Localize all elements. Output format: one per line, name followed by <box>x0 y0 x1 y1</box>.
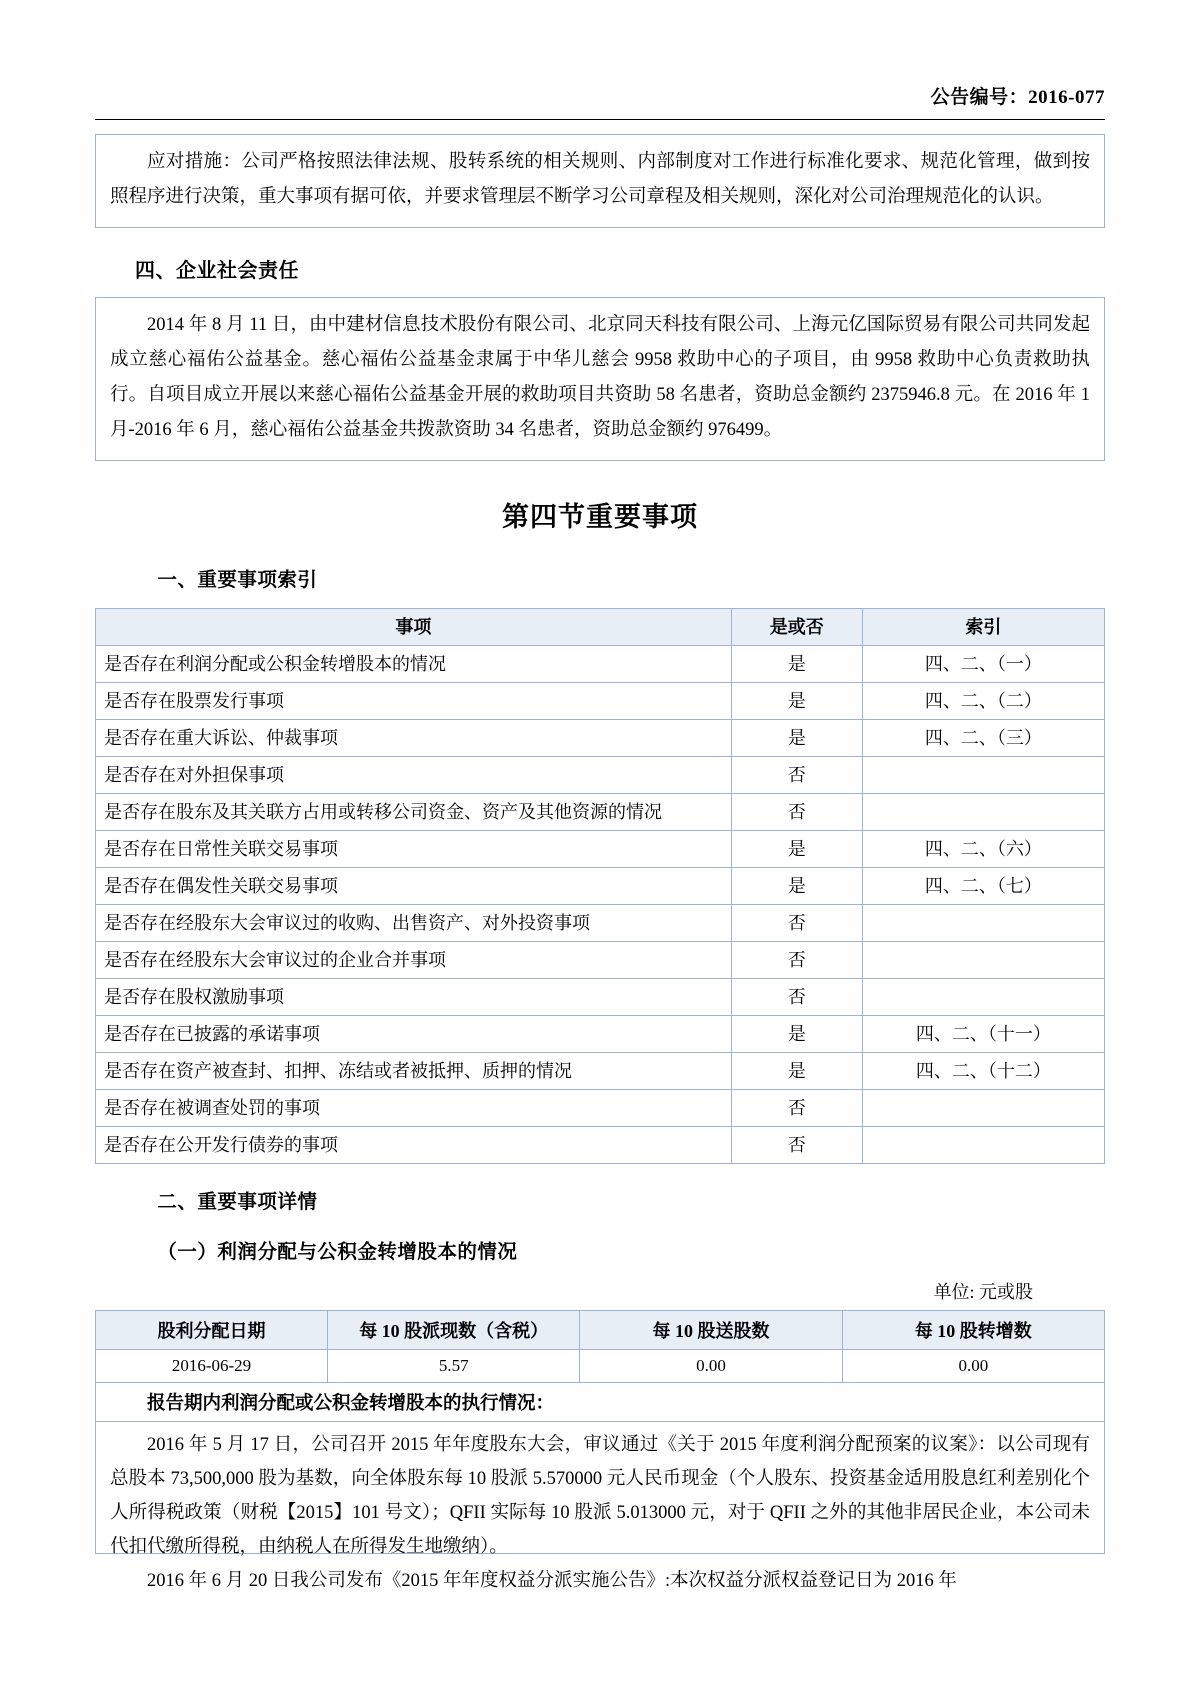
cell-yesno: 否 <box>731 1090 862 1127</box>
cell-distribution-date: 2016-06-29 <box>96 1350 328 1383</box>
cell-index: 四、二、（二） <box>862 683 1104 720</box>
cell-yesno: 否 <box>731 942 862 979</box>
announcement-number: 公告编号：2016-077 <box>930 87 1105 108</box>
measures-box <box>95 134 1105 228</box>
cell-index <box>862 1127 1104 1164</box>
cell-index <box>862 757 1104 794</box>
table-row <box>96 720 1105 757</box>
table-header-row <box>96 1311 1105 1350</box>
chapter-title: 第四节重要事项 <box>502 502 698 532</box>
cell-yesno: 是 <box>731 646 862 683</box>
csr-box <box>95 297 1105 461</box>
cell-yesno: 是 <box>731 868 862 905</box>
cell-index <box>862 794 1104 831</box>
cell-item: 是否存在经股东大会审议过的收购、出售资产、对外投资事项 <box>96 905 732 942</box>
page-content <box>95 0 1105 1591</box>
cell-index <box>862 1090 1104 1127</box>
cell-item: 是否存在日常性关联交易事项 <box>96 831 732 868</box>
cell-item: 是否存在利润分配或公积金转增股本的情况 <box>96 646 732 683</box>
cell-item: 是否存在公开发行债券的事项 <box>96 1127 732 1164</box>
cell-item: 是否存在已披露的承诺事项 <box>96 1016 732 1053</box>
execution-paragraph-1: 2016 年 5 月 17 日，公司召开 2015 年年度股东大会，审议通过《关于 2015 年度利润分配预案的议案》：以公司现有总股本 73,500,000 股为基数，向全体股东每 10 股派 5.570000 元人民币现金（个人股东、投资基金适用股息红利差别化个人所得税政策（财税【2015】101 号文）；QFII 实际每 10 股派 5.013000 元，对于 QFII 之外的其他非居民企业，本公司未代扣代缴所得税，由纳税人在所得发生地缴纳）。 <box>110 1435 1090 1557</box>
table-row <box>96 942 1105 979</box>
col-cash-per-10: 每 10 股派现数（含税） <box>328 1311 580 1350</box>
cell-yesno: 是 <box>731 1016 862 1053</box>
cell-yesno: 否 <box>731 905 862 942</box>
execution-status-title: 报告期内利润分配或公积金转增股本的执行情况： <box>95 1383 1105 1422</box>
unit-note: 单位: 元或股 <box>933 1282 1033 1302</box>
important-matters-index-table <box>95 608 1105 1164</box>
cell-index: 四、二、（七） <box>862 868 1104 905</box>
cell-item: 是否存在股票发行事项 <box>96 683 732 720</box>
table-row <box>96 905 1105 942</box>
cell-index: 四、二、（六） <box>862 831 1104 868</box>
col-distribution-date: 股利分配日期 <box>96 1311 328 1350</box>
cell-index <box>862 942 1104 979</box>
cell-yesno: 是 <box>731 683 862 720</box>
cell-index <box>862 979 1104 1016</box>
header-divider <box>95 119 1105 120</box>
detail-subsection-heading: （一）利润分配与公积金转增股本的情况 <box>157 1242 518 1263</box>
table-row <box>96 1127 1105 1164</box>
measures-text: 应对措施：公司严格按照法律法规、股转系统的相关规则、内部制度对工作进行标准化要求、规范化管理，做到按照程序进行决策，重大事项有据可依，并要求管理层不断学习公司章程及相关规则，深化对公司治理规范化的认识。 <box>110 152 1090 207</box>
col-item: 事项 <box>96 609 732 646</box>
cell-capitalize-per-10: 0.00 <box>842 1350 1104 1383</box>
dividend-distribution-table <box>95 1310 1105 1383</box>
table-row <box>96 683 1105 720</box>
csr-heading: 四、企业社会责任 <box>135 260 299 282</box>
cell-index <box>862 905 1104 942</box>
col-bonus-per-10: 每 10 股送股数 <box>580 1311 842 1350</box>
cell-yesno: 是 <box>731 831 862 868</box>
cell-cash-per-10: 5.57 <box>328 1350 580 1383</box>
detail-section-heading: 二、重要事项详情 <box>157 1192 318 1213</box>
cell-item: 是否存在经股东大会审议过的企业合并事项 <box>96 942 732 979</box>
table-row <box>96 1350 1105 1383</box>
cell-item: 是否存在对外担保事项 <box>96 757 732 794</box>
csr-text: 2014 年 8 月 11 日，由中建材信息技术股份有限公司、北京同天科技有限公司、上海元亿国际贸易有限公司共同发起成立慈心福佑公益基金。慈心福佑公益基金隶属于中华儿慈会 9958 救助中心的子项目，由 9958 救助中心负责救助执行。自项目成立开展以来慈心福佑公益基金开展的救助项目共资助 58 名患者，资助总金额约 2375946.8 元。在 2016 年 1 月-2016 年 6 月，慈心福佑公益基金共拨款资助 34 名患者，资助总金额约 976499。 <box>110 315 1090 440</box>
cell-index: 四、二、（三） <box>862 720 1104 757</box>
col-index: 索引 <box>862 609 1104 646</box>
cell-bonus-per-10: 0.00 <box>580 1350 842 1383</box>
table-row <box>96 979 1105 1016</box>
table-row <box>96 831 1105 868</box>
cell-item: 是否存在重大诉讼、仲裁事项 <box>96 720 732 757</box>
cell-index: 四、二、（十一） <box>862 1016 1104 1053</box>
index-section-heading: 一、重要事项索引 <box>157 570 318 591</box>
cell-yesno: 否 <box>731 979 862 1016</box>
table-row <box>96 1016 1105 1053</box>
table-row <box>96 646 1105 683</box>
cell-yesno: 否 <box>731 1127 862 1164</box>
col-yesno: 是或否 <box>731 609 862 646</box>
cell-yesno: 是 <box>731 720 862 757</box>
cell-item: 是否存在资产被查封、扣押、冻结或者被抵押、质押的情况 <box>96 1053 732 1090</box>
cell-item: 是否存在被调查处罚的事项 <box>96 1090 732 1127</box>
cell-item: 是否存在股东及其关联方占用或转移公司资金、资产及其他资源的情况 <box>96 794 732 831</box>
cell-item: 是否存在偶发性关联交易事项 <box>96 868 732 905</box>
table-row <box>96 868 1105 905</box>
cell-index: 四、二、（一） <box>862 646 1104 683</box>
execution-paragraph-2: 2016 年 6 月 20 日我公司发布《2015 年年度权益分派实施公告》:本次权益分派权益登记日为 2016 年 <box>147 1571 957 1591</box>
cell-yesno: 否 <box>731 794 862 831</box>
cell-yesno: 否 <box>731 757 862 794</box>
col-capitalize-per-10: 每 10 股转增数 <box>842 1311 1104 1350</box>
table-row <box>96 1053 1105 1090</box>
table-row <box>96 757 1105 794</box>
execution-status-body <box>95 1422 1105 1591</box>
table-row <box>96 794 1105 831</box>
table-row <box>96 1090 1105 1127</box>
cell-yesno: 是 <box>731 1053 862 1090</box>
cell-index: 四、二、（十二） <box>862 1053 1104 1090</box>
cell-item: 是否存在股权激励事项 <box>96 979 732 1016</box>
table-header-row <box>96 609 1105 646</box>
